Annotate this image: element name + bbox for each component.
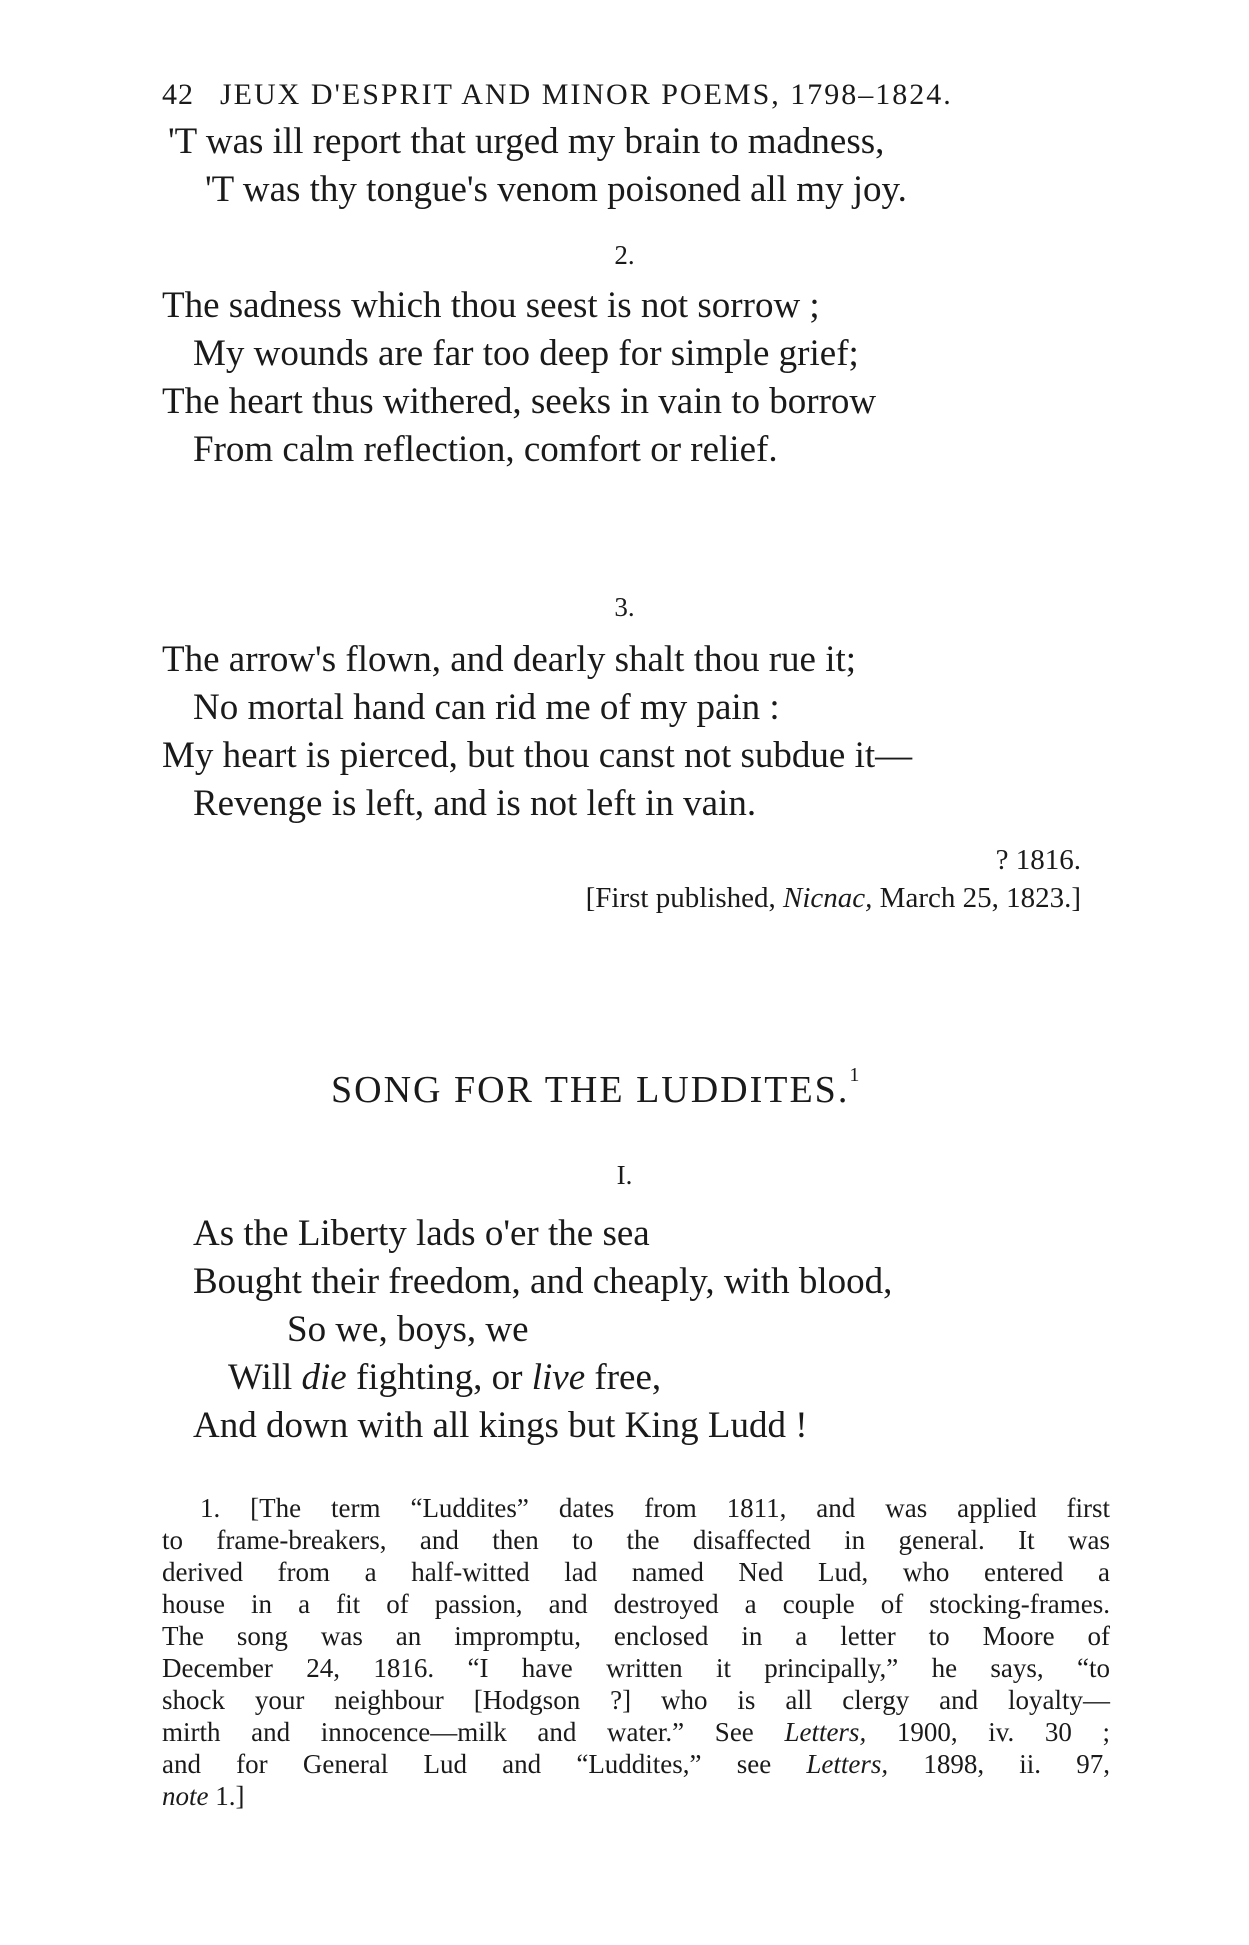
journal-title: Nicnac, [783,882,873,914]
book-title: Letters, [806,1749,889,1779]
footnote-line: December 24, 1816. “I have written it principally,” he says, “to [162,1653,1110,1683]
verse-line: 'T was ill report that urged my brain to madness, [168,121,885,162]
page-number: 42 [162,78,194,111]
stanza-number: I. [616,1160,633,1190]
footnote [162,1492,1110,1812]
emphasis: live [531,1357,586,1398]
footnote-line: derived from a half-witted lad named Ned Lud, who entered a [162,1557,1110,1587]
stanza-number: 3. [614,592,635,622]
poem-date: ? 1816. [995,844,1081,876]
footnote-line: 1. [The term “Luddites” dates from 1811, and was applied first [200,1493,1110,1523]
book-title: Letters, [784,1717,867,1747]
verse-line: So we, boys, we [287,1309,529,1350]
footnote-line: house in a fit of passion, and destroyed a couple of stocking-frames. [162,1589,1110,1619]
running-header [162,78,953,112]
footnote-line: note 1.] [162,1781,245,1811]
running-title: JEUX D'ESPRIT AND MINOR POEMS, 1798–1824. [220,78,953,111]
verse-line: My heart is pierced, but thou canst not subdue it— [162,735,913,776]
verse-line: Revenge is left, and is not left in vain. [193,783,757,824]
verse-line: And down with all kings but King Ludd ! [193,1405,808,1446]
verse-line: As the Liberty lads o'er the sea [193,1213,650,1254]
note-label: note [162,1781,209,1811]
footnote-line: The song was an impromptu, enclosed in a letter to Moore of [162,1621,1110,1651]
verse-line: Bought their freedom, and cheaply, with blood, [193,1261,893,1302]
verse-line: The sadness which thou seest is not sorrow ; [162,285,820,326]
poem-title: SONG FOR THE LUDDITES.$^1$ [331,1064,860,1111]
verse-line: No mortal hand can rid me of my pain : [193,687,780,728]
verse-line: From calm reflection, comfort or relief. [193,429,778,470]
publication-note: [First published, Nicnac, March 25, 1823.] [585,882,1081,914]
emphasis: die [301,1357,347,1398]
verse-line: My wounds are far too deep for simple grief; [193,333,859,374]
footnote-line: shock your neighbour [Hodgson ?] who is all clergy and loyalty— [162,1685,1110,1715]
stanza-number: 2. [614,240,635,270]
footnote-line: mirth and innocence—milk and water.” See Letters, 1900, iv. 30 ; [162,1717,1111,1747]
verse-line: The heart thus withered, seeks in vain to borrow [162,381,877,422]
verse-line: Will die fighting, or live free, [228,1357,662,1398]
footnote-line: to frame-breakers, and then to the disaffected in general. It was [162,1525,1110,1555]
footnote-line: and for General Lud and “Luddites,” see Letters, 1898, ii. 97, [162,1749,1110,1779]
verse-line: The arrow's flown, and dearly shalt thou rue it; [162,639,857,680]
verse-line: 'T was thy tongue's venom poisoned all my joy. [205,169,907,210]
footnote-marker: 1 [849,1064,860,1086]
